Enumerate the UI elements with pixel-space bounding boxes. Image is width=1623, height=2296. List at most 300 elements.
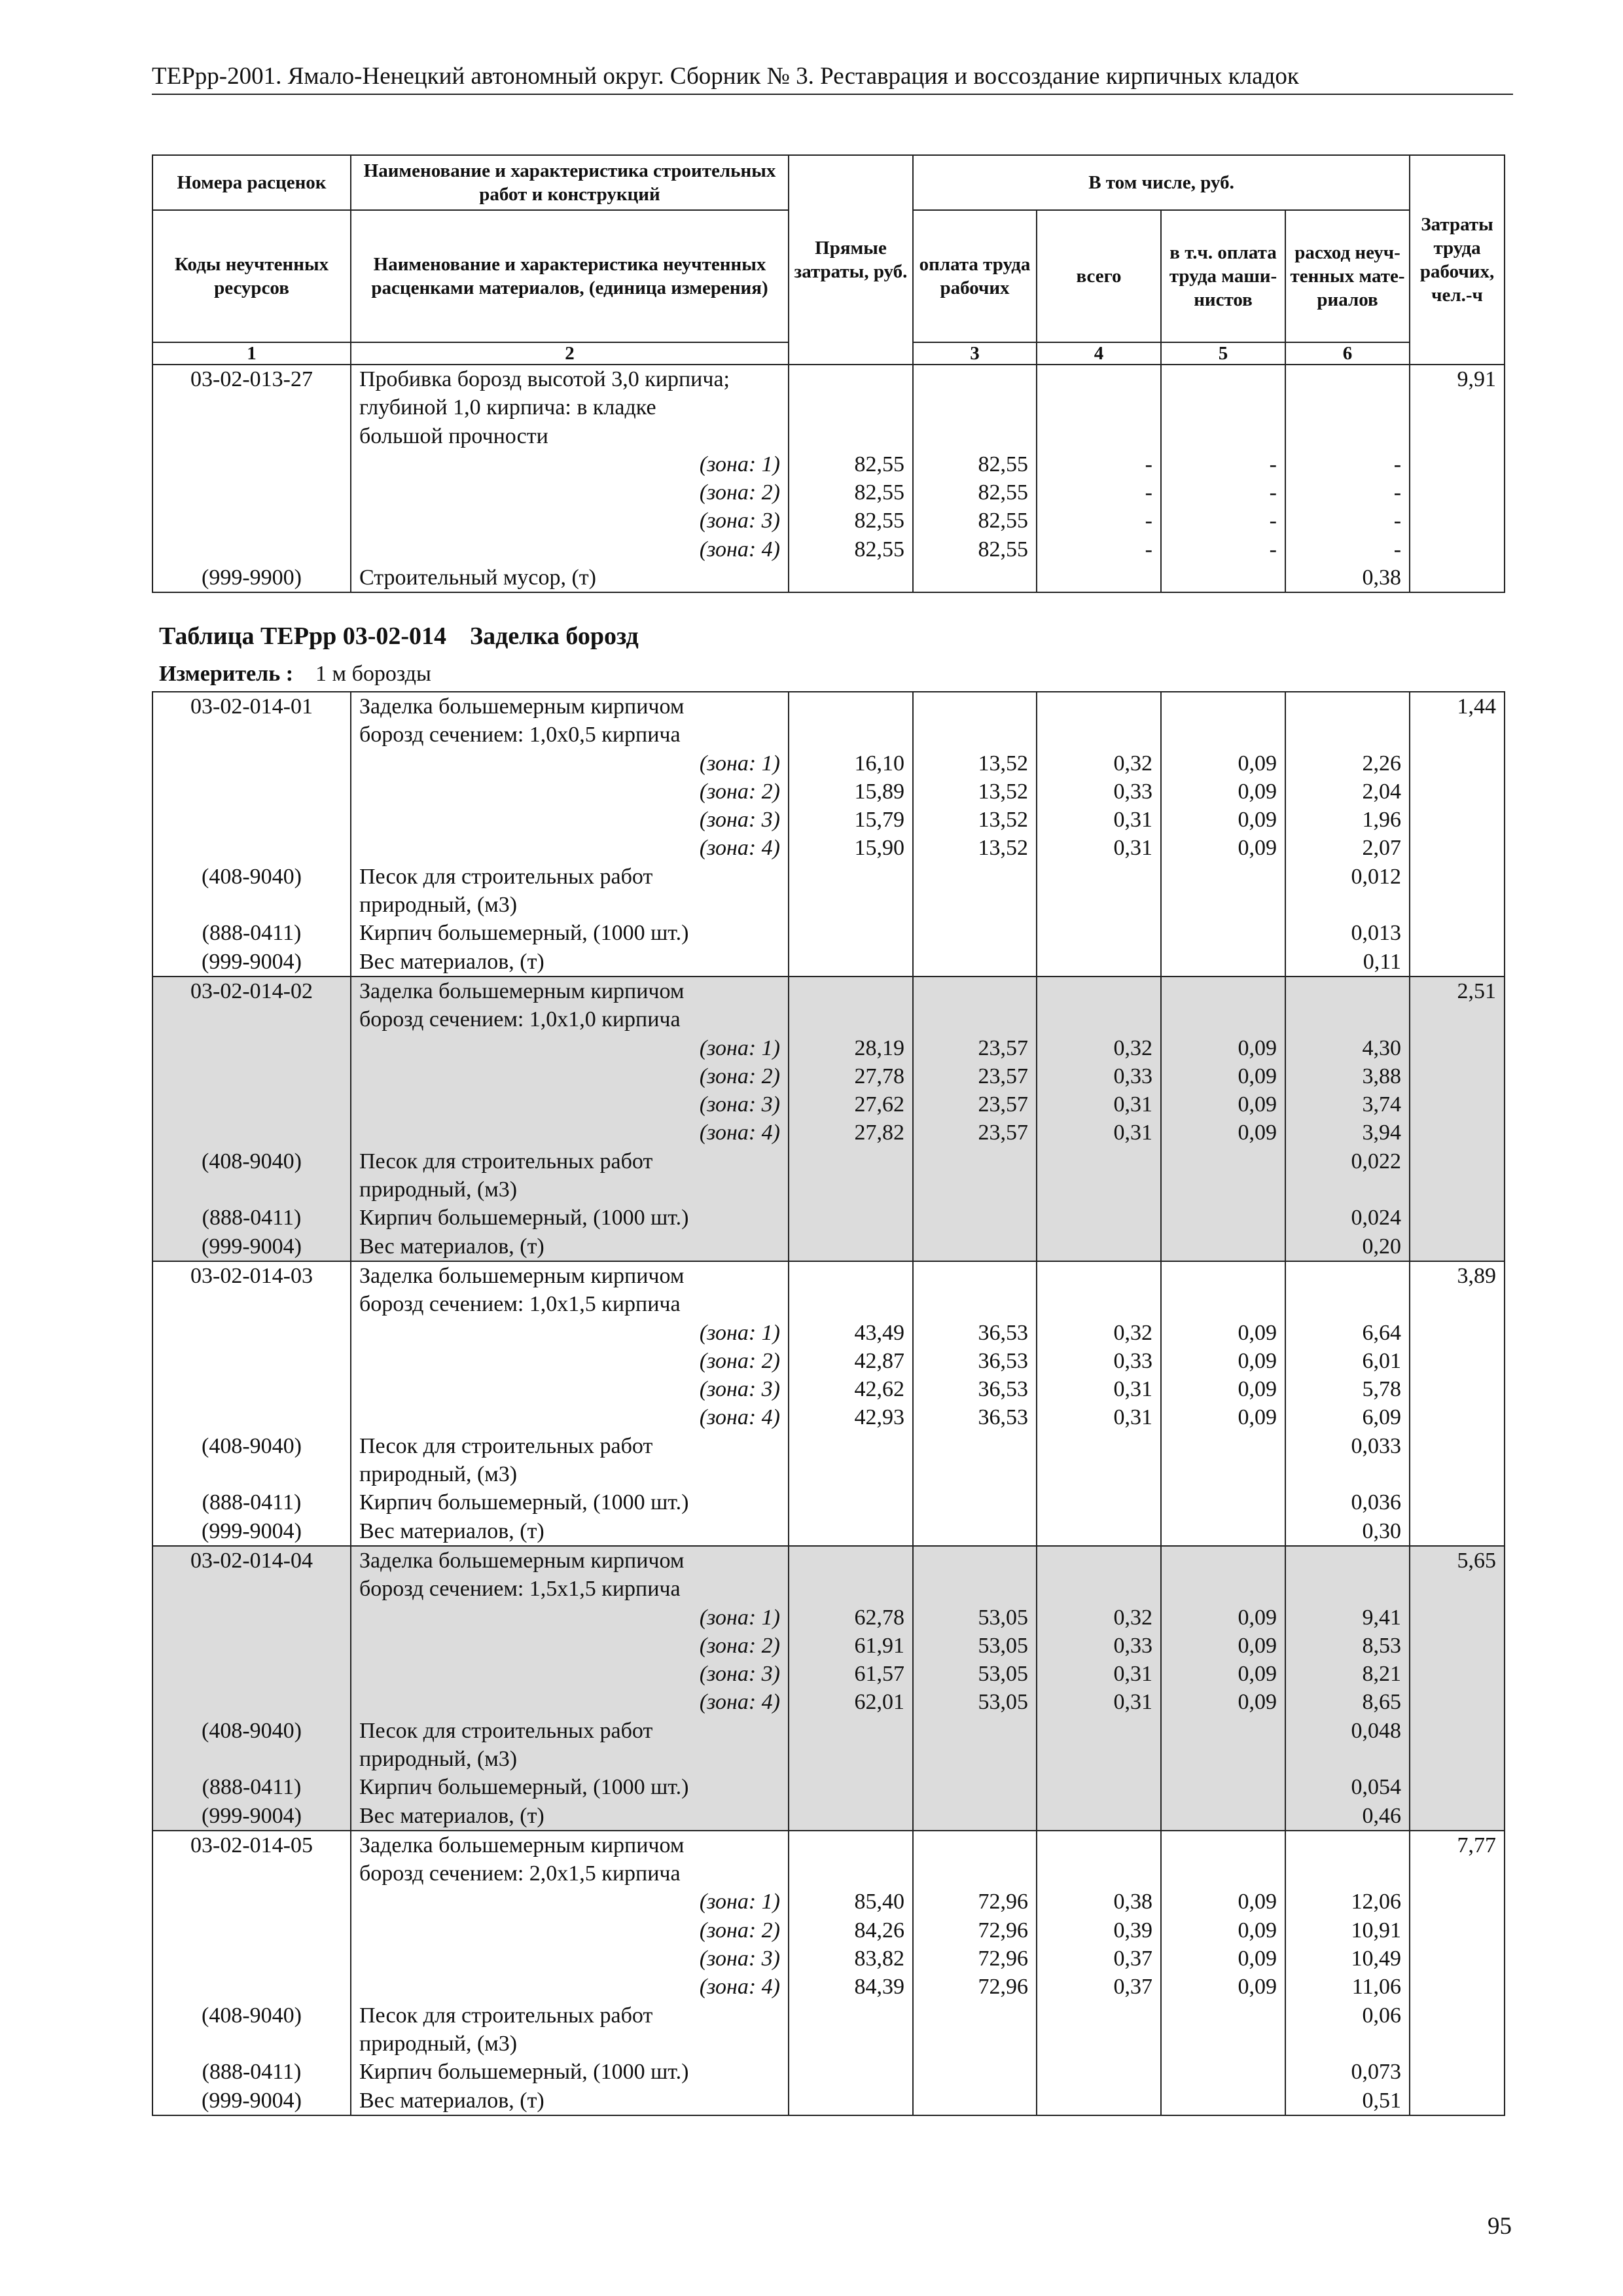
empty-cell	[152, 1945, 351, 1973]
empty-cell	[1037, 2087, 1161, 2115]
resource-consumption: 0,033	[1285, 1432, 1410, 1460]
empty-cell	[152, 393, 351, 422]
direct-cost: 27,82	[789, 1119, 913, 1147]
resource-code: (888-0411)	[152, 919, 351, 947]
empty-cell	[789, 1859, 913, 1888]
machines-total: 0,33	[1037, 778, 1161, 806]
resource-row	[152, 1232, 1505, 1261]
empty-cell	[913, 977, 1037, 1005]
machinist-wages: 0,09	[1161, 1973, 1285, 2001]
zone-label: (зона: 4)	[351, 535, 789, 564]
empty-cell	[913, 2030, 1037, 2058]
direct-cost: 42,93	[789, 1403, 913, 1431]
rate-name-row	[152, 1859, 1505, 1888]
rate-name-row	[152, 365, 1505, 393]
machines-total: 0,32	[1037, 1034, 1161, 1062]
wages: 53,05	[913, 1688, 1037, 1716]
empty-cell	[1161, 1432, 1285, 1460]
resource-code: (999-9004)	[152, 2087, 351, 2115]
empty-cell	[1161, 1859, 1285, 1888]
resource-name: Вес материалов, (т)	[351, 1232, 789, 1261]
zone-label: (зона: 3)	[351, 1375, 789, 1403]
empty-cell	[1037, 1432, 1161, 1460]
rates-table-1	[152, 154, 1505, 593]
group-including-header: В том числе, руб.	[913, 155, 1410, 210]
materials: 11,06	[1285, 1973, 1410, 2001]
resource-consumption: 0,38	[1285, 564, 1410, 592]
empty-cell	[1410, 834, 1505, 862]
empty-cell	[1037, 564, 1161, 592]
empty-cell	[1410, 863, 1505, 891]
empty-cell	[1410, 1604, 1505, 1632]
resource-code: (999-9004)	[152, 1802, 351, 1831]
table-title-label: Таблица ТЕРрр 03-02-014	[159, 622, 447, 650]
empty-cell	[789, 891, 913, 919]
zone-row	[152, 1945, 1505, 1973]
empty-cell	[1037, 948, 1161, 977]
resource-row	[152, 1488, 1505, 1516]
empty-cell	[913, 1831, 1037, 1859]
empty-cell	[913, 1773, 1037, 1801]
materials: -	[1285, 450, 1410, 478]
column-number: 2	[351, 342, 789, 365]
wages: 36,53	[913, 1319, 1037, 1347]
empty-cell	[789, 1802, 913, 1831]
empty-cell	[789, 1717, 913, 1745]
resource-consumption: 0,073	[1285, 2058, 1410, 2086]
resource-consumption: 0,51	[1285, 2087, 1410, 2115]
zone-row	[152, 1888, 1505, 1916]
empty-cell	[1410, 1232, 1505, 1261]
empty-cell	[152, 1859, 351, 1888]
document-header: ТЕРрр-2001. Ямало-Ненецкий автономный округ. Сборник № 3. Реставрация и воссоздание кирпичных кладок	[152, 60, 1513, 95]
empty-cell	[152, 721, 351, 749]
machines-total: -	[1037, 450, 1161, 478]
machinist-wages: -	[1161, 535, 1285, 564]
empty-cell	[1161, 1575, 1285, 1603]
zone-label: (зона: 2)	[351, 1347, 789, 1375]
zone-row	[152, 1062, 1505, 1090]
empty-cell	[913, 365, 1037, 393]
zone-label: (зона: 4)	[351, 1403, 789, 1431]
empty-cell	[789, 393, 913, 422]
resource-name: Кирпич большемерный, (1000 шт.)	[351, 919, 789, 947]
materials: 4,30	[1285, 1034, 1410, 1062]
resource-name: природный, (м3)	[351, 891, 789, 919]
direct-cost: 42,62	[789, 1375, 913, 1403]
machinist-wages: -	[1161, 450, 1285, 478]
empty-cell	[1037, 1575, 1161, 1603]
materials: 10,91	[1285, 1916, 1410, 1945]
col-rate-number-header: Номера расценок	[152, 155, 351, 210]
zone-label: (зона: 4)	[351, 1119, 789, 1147]
resource-code: (999-9004)	[152, 1517, 351, 1546]
empty-cell	[1285, 1546, 1410, 1575]
materials: 3,88	[1285, 1062, 1410, 1090]
resource-row	[152, 1517, 1505, 1546]
direct-cost: 85,40	[789, 1888, 913, 1916]
direct-cost: 42,87	[789, 1347, 913, 1375]
column-number: 6	[1285, 342, 1410, 365]
empty-cell	[152, 2030, 351, 2058]
resource-row	[152, 1717, 1505, 1745]
materials: 3,74	[1285, 1090, 1410, 1119]
machines-total: 0,33	[1037, 1632, 1161, 1660]
machines-total: 0,33	[1037, 1062, 1161, 1090]
materials: 9,41	[1285, 1604, 1410, 1632]
resource-row	[152, 863, 1505, 891]
resource-name: природный, (м3)	[351, 1175, 789, 1204]
materials: 1,96	[1285, 806, 1410, 834]
resource-row	[152, 1432, 1505, 1460]
measure-label: Измеритель :	[159, 662, 294, 686]
resource-code: (999-9900)	[152, 564, 351, 592]
empty-cell	[789, 1204, 913, 1232]
empty-cell	[913, 2058, 1037, 2086]
empty-cell	[152, 1660, 351, 1688]
machinist-wages: 0,09	[1161, 1632, 1285, 1660]
empty-cell	[1161, 891, 1285, 919]
machines-total: 0,38	[1037, 1888, 1161, 1916]
empty-cell	[1037, 422, 1161, 450]
empty-cell	[1285, 1575, 1410, 1603]
col-wages-header: оплата труда рабочих	[913, 210, 1037, 342]
zone-label: (зона: 1)	[351, 749, 789, 778]
empty-cell	[913, 1147, 1037, 1175]
resource-consumption: 0,022	[1285, 1147, 1410, 1175]
zone-row	[152, 1403, 1505, 1431]
empty-cell	[913, 393, 1037, 422]
empty-cell	[152, 1375, 351, 1403]
empty-cell	[789, 1460, 913, 1488]
resource-consumption: 0,06	[1285, 2001, 1410, 2030]
wages: 82,55	[913, 507, 1037, 535]
wages: 23,57	[913, 1119, 1037, 1147]
machines-total: 0,31	[1037, 1660, 1161, 1688]
resource-code: (408-9040)	[152, 1432, 351, 1460]
empty-cell	[1161, 1488, 1285, 1516]
empty-cell	[1410, 1403, 1505, 1431]
empty-cell	[152, 834, 351, 862]
empty-cell	[1410, 806, 1505, 834]
wages: 23,57	[913, 1034, 1037, 1062]
empty-cell	[913, 692, 1037, 721]
empty-cell	[1161, 977, 1285, 1005]
materials: 5,78	[1285, 1375, 1410, 1403]
empty-cell	[1410, 2087, 1505, 2115]
empty-cell	[913, 2001, 1037, 2030]
resource-name: Песок для строительных работ	[351, 1147, 789, 1175]
materials: 6,01	[1285, 1347, 1410, 1375]
empty-cell	[1161, 1460, 1285, 1488]
empty-cell	[152, 1916, 351, 1945]
machines-total: 0,37	[1037, 1945, 1161, 1973]
empty-cell	[1285, 1261, 1410, 1290]
empty-cell	[1037, 2030, 1161, 2058]
empty-cell	[1037, 1261, 1161, 1290]
empty-cell	[152, 1034, 351, 1062]
resource-row	[152, 2087, 1505, 2115]
empty-cell	[913, 891, 1037, 919]
empty-cell	[1037, 1717, 1161, 1745]
machines-total: 0,31	[1037, 1688, 1161, 1716]
empty-cell	[913, 863, 1037, 891]
empty-cell	[1285, 1175, 1410, 1204]
zone-row	[152, 1973, 1505, 2001]
empty-cell	[1285, 1460, 1410, 1488]
col-machinist-wages-header: в т.ч. оплата труда маши-нистов	[1161, 210, 1285, 342]
empty-cell	[152, 891, 351, 919]
empty-cell	[1037, 1517, 1161, 1546]
resource-name: Кирпич большемерный, (1000 шт.)	[351, 2058, 789, 2086]
empty-cell	[789, 2087, 913, 2115]
machinist-wages: 0,09	[1161, 1660, 1285, 1688]
zone-row	[152, 1347, 1505, 1375]
rate-name-row	[152, 1831, 1505, 1859]
resource-consumption: 0,013	[1285, 919, 1410, 947]
machinist-wages: 0,09	[1161, 1688, 1285, 1716]
machinist-wages: 0,09	[1161, 1119, 1285, 1147]
empty-cell	[1410, 478, 1505, 507]
resource-row	[152, 919, 1505, 947]
empty-cell	[1161, 1261, 1285, 1290]
empty-cell	[1037, 2058, 1161, 2086]
materials: 8,65	[1285, 1688, 1410, 1716]
empty-cell	[1410, 1488, 1505, 1516]
zone-label: (зона: 2)	[351, 1916, 789, 1945]
zone-row	[152, 1632, 1505, 1660]
empty-cell	[152, 778, 351, 806]
zone-row	[152, 507, 1505, 535]
empty-cell	[1161, 919, 1285, 947]
resource-code: (999-9004)	[152, 948, 351, 977]
direct-cost: 27,78	[789, 1062, 913, 1090]
empty-cell	[1037, 863, 1161, 891]
empty-cell	[1410, 749, 1505, 778]
empty-cell	[152, 1745, 351, 1773]
empty-cell	[789, 422, 913, 450]
empty-cell	[1161, 2087, 1285, 2115]
empty-cell	[789, 2058, 913, 2086]
column-number: 4	[1037, 342, 1161, 365]
resource-name: Вес материалов, (т)	[351, 1517, 789, 1546]
empty-cell	[913, 1432, 1037, 1460]
wages: 82,55	[913, 450, 1037, 478]
zone-row	[152, 1604, 1505, 1632]
materials: 3,94	[1285, 1119, 1410, 1147]
rate-name-row	[152, 977, 1505, 1005]
empty-cell	[1161, 393, 1285, 422]
empty-cell	[913, 422, 1037, 450]
wages: 13,52	[913, 749, 1037, 778]
empty-cell	[789, 1290, 913, 1318]
resource-name: Вес материалов, (т)	[351, 2087, 789, 2115]
materials: 2,26	[1285, 749, 1410, 778]
empty-cell	[1037, 393, 1161, 422]
empty-cell	[1410, 1175, 1505, 1204]
column-number: 1	[152, 342, 351, 365]
empty-cell	[1161, 1232, 1285, 1261]
machinist-wages: 0,09	[1161, 1945, 1285, 1973]
column-number: 5	[1161, 342, 1285, 365]
wages: 13,52	[913, 806, 1037, 834]
col-resource-code-header: Коды неучтенных ресурсов	[152, 210, 351, 342]
empty-cell	[913, 1517, 1037, 1546]
rates-table-2	[152, 691, 1505, 2116]
empty-cell	[152, 1403, 351, 1431]
empty-cell	[1037, 1175, 1161, 1204]
rate-code: 03-02-013-27	[152, 365, 351, 393]
machinist-wages: 0,09	[1161, 1347, 1285, 1375]
resource-consumption: 0,054	[1285, 1773, 1410, 1801]
resource-name: Кирпич большемерный, (1000 шт.)	[351, 1488, 789, 1516]
empty-cell	[913, 1232, 1037, 1261]
empty-cell	[1161, 1717, 1285, 1745]
resource-name: Вес материалов, (т)	[351, 1802, 789, 1831]
empty-cell	[1410, 1062, 1505, 1090]
zone-row	[152, 535, 1505, 564]
empty-cell	[1285, 1859, 1410, 1888]
empty-cell	[152, 422, 351, 450]
empty-cell	[1161, 1175, 1285, 1204]
empty-cell	[789, 1575, 913, 1603]
empty-cell	[913, 919, 1037, 947]
rate-name-row	[152, 393, 1505, 422]
empty-cell	[1161, 692, 1285, 721]
direct-cost: 27,62	[789, 1090, 913, 1119]
zone-row	[152, 1688, 1505, 1716]
zone-row	[152, 834, 1505, 862]
empty-cell	[913, 1005, 1037, 1033]
machinist-wages: 0,09	[1161, 1034, 1285, 1062]
empty-cell	[1285, 1831, 1410, 1859]
resource-consumption: 0,11	[1285, 948, 1410, 977]
empty-cell	[1037, 1802, 1161, 1831]
resource-row	[152, 2030, 1505, 2058]
wages: 72,96	[913, 1888, 1037, 1916]
machinist-wages: 0,09	[1161, 1403, 1285, 1431]
empty-cell	[789, 721, 913, 749]
zone-row	[152, 1375, 1505, 1403]
table-title	[159, 620, 639, 652]
direct-cost: 15,90	[789, 834, 913, 862]
empty-cell	[1037, 1745, 1161, 1773]
empty-cell	[1410, 891, 1505, 919]
empty-cell	[1037, 1831, 1161, 1859]
empty-cell	[152, 1090, 351, 1119]
rate-code: 03-02-014-05	[152, 1831, 351, 1859]
resource-consumption: 0,036	[1285, 1488, 1410, 1516]
resource-consumption: 0,20	[1285, 1232, 1410, 1261]
empty-cell	[913, 1745, 1037, 1773]
zone-label: (зона: 1)	[351, 450, 789, 478]
machinist-wages: 0,09	[1161, 749, 1285, 778]
machinist-wages: 0,09	[1161, 834, 1285, 862]
resource-name: Строительный мусор, (т)	[351, 564, 789, 592]
empty-cell	[1410, 778, 1505, 806]
empty-cell	[789, 1831, 913, 1859]
materials: 2,04	[1285, 778, 1410, 806]
resource-row	[152, 1773, 1505, 1801]
empty-cell	[1410, 1745, 1505, 1773]
empty-cell	[152, 1632, 351, 1660]
rate-name-line: Заделка большемерным кирпичом	[351, 1831, 789, 1859]
resource-row	[152, 1204, 1505, 1232]
empty-cell	[789, 1517, 913, 1546]
machinist-wages: 0,09	[1161, 1375, 1285, 1403]
machines-total: 0,32	[1037, 1604, 1161, 1632]
empty-cell	[1161, 2001, 1285, 2030]
direct-cost: 15,89	[789, 778, 913, 806]
empty-cell	[789, 1232, 913, 1261]
resource-name: Песок для строительных работ	[351, 1717, 789, 1745]
empty-cell	[789, 977, 913, 1005]
empty-cell	[152, 1175, 351, 1204]
empty-cell	[1410, 507, 1505, 535]
zone-label: (зона: 1)	[351, 1604, 789, 1632]
empty-cell	[913, 1859, 1037, 1888]
resource-row	[152, 2001, 1505, 2030]
empty-cell	[913, 1460, 1037, 1488]
empty-cell	[789, 919, 913, 947]
empty-cell	[789, 1175, 913, 1204]
rate-name-line: борозд сечением: 1,0х1,5 кирпича	[351, 1290, 789, 1318]
rate-name-row	[152, 721, 1505, 749]
empty-cell	[1037, 1859, 1161, 1888]
machines-total: 0,33	[1037, 1347, 1161, 1375]
labor-hours: 5,65	[1410, 1546, 1505, 1575]
empty-cell	[1037, 1546, 1161, 1575]
labor-hours: 7,77	[1410, 1831, 1505, 1859]
empty-cell	[152, 1604, 351, 1632]
resource-row	[152, 1460, 1505, 1488]
resource-code: (888-0411)	[152, 1773, 351, 1801]
empty-cell	[789, 1488, 913, 1516]
empty-cell	[152, 1973, 351, 2001]
empty-cell	[152, 1460, 351, 1488]
empty-cell	[913, 1488, 1037, 1516]
empty-cell	[1410, 1460, 1505, 1488]
wages: 72,96	[913, 1916, 1037, 1945]
empty-cell	[1037, 1232, 1161, 1261]
empty-cell	[1285, 891, 1410, 919]
direct-cost: 61,91	[789, 1632, 913, 1660]
empty-cell	[1410, 1688, 1505, 1716]
empty-cell	[1410, 1888, 1505, 1916]
empty-cell	[1037, 1005, 1161, 1033]
resource-name: Кирпич большемерный, (1000 шт.)	[351, 1204, 789, 1232]
direct-cost: 84,39	[789, 1973, 913, 2001]
resource-row	[152, 1802, 1505, 1831]
materials: 6,64	[1285, 1319, 1410, 1347]
resource-code: (408-9040)	[152, 1147, 351, 1175]
direct-cost: 62,78	[789, 1604, 913, 1632]
resource-name: природный, (м3)	[351, 1745, 789, 1773]
materials: 2,07	[1285, 834, 1410, 862]
empty-cell	[1410, 1319, 1505, 1347]
empty-cell	[1161, 1802, 1285, 1831]
empty-cell	[1161, 1745, 1285, 1773]
resource-row	[152, 1147, 1505, 1175]
empty-cell	[152, 478, 351, 507]
empty-cell	[1285, 692, 1410, 721]
empty-cell	[789, 2030, 913, 2058]
materials: -	[1285, 535, 1410, 564]
zone-row	[152, 450, 1505, 478]
zone-label: (зона: 2)	[351, 478, 789, 507]
empty-cell	[789, 564, 913, 592]
resource-row	[152, 1175, 1505, 1204]
